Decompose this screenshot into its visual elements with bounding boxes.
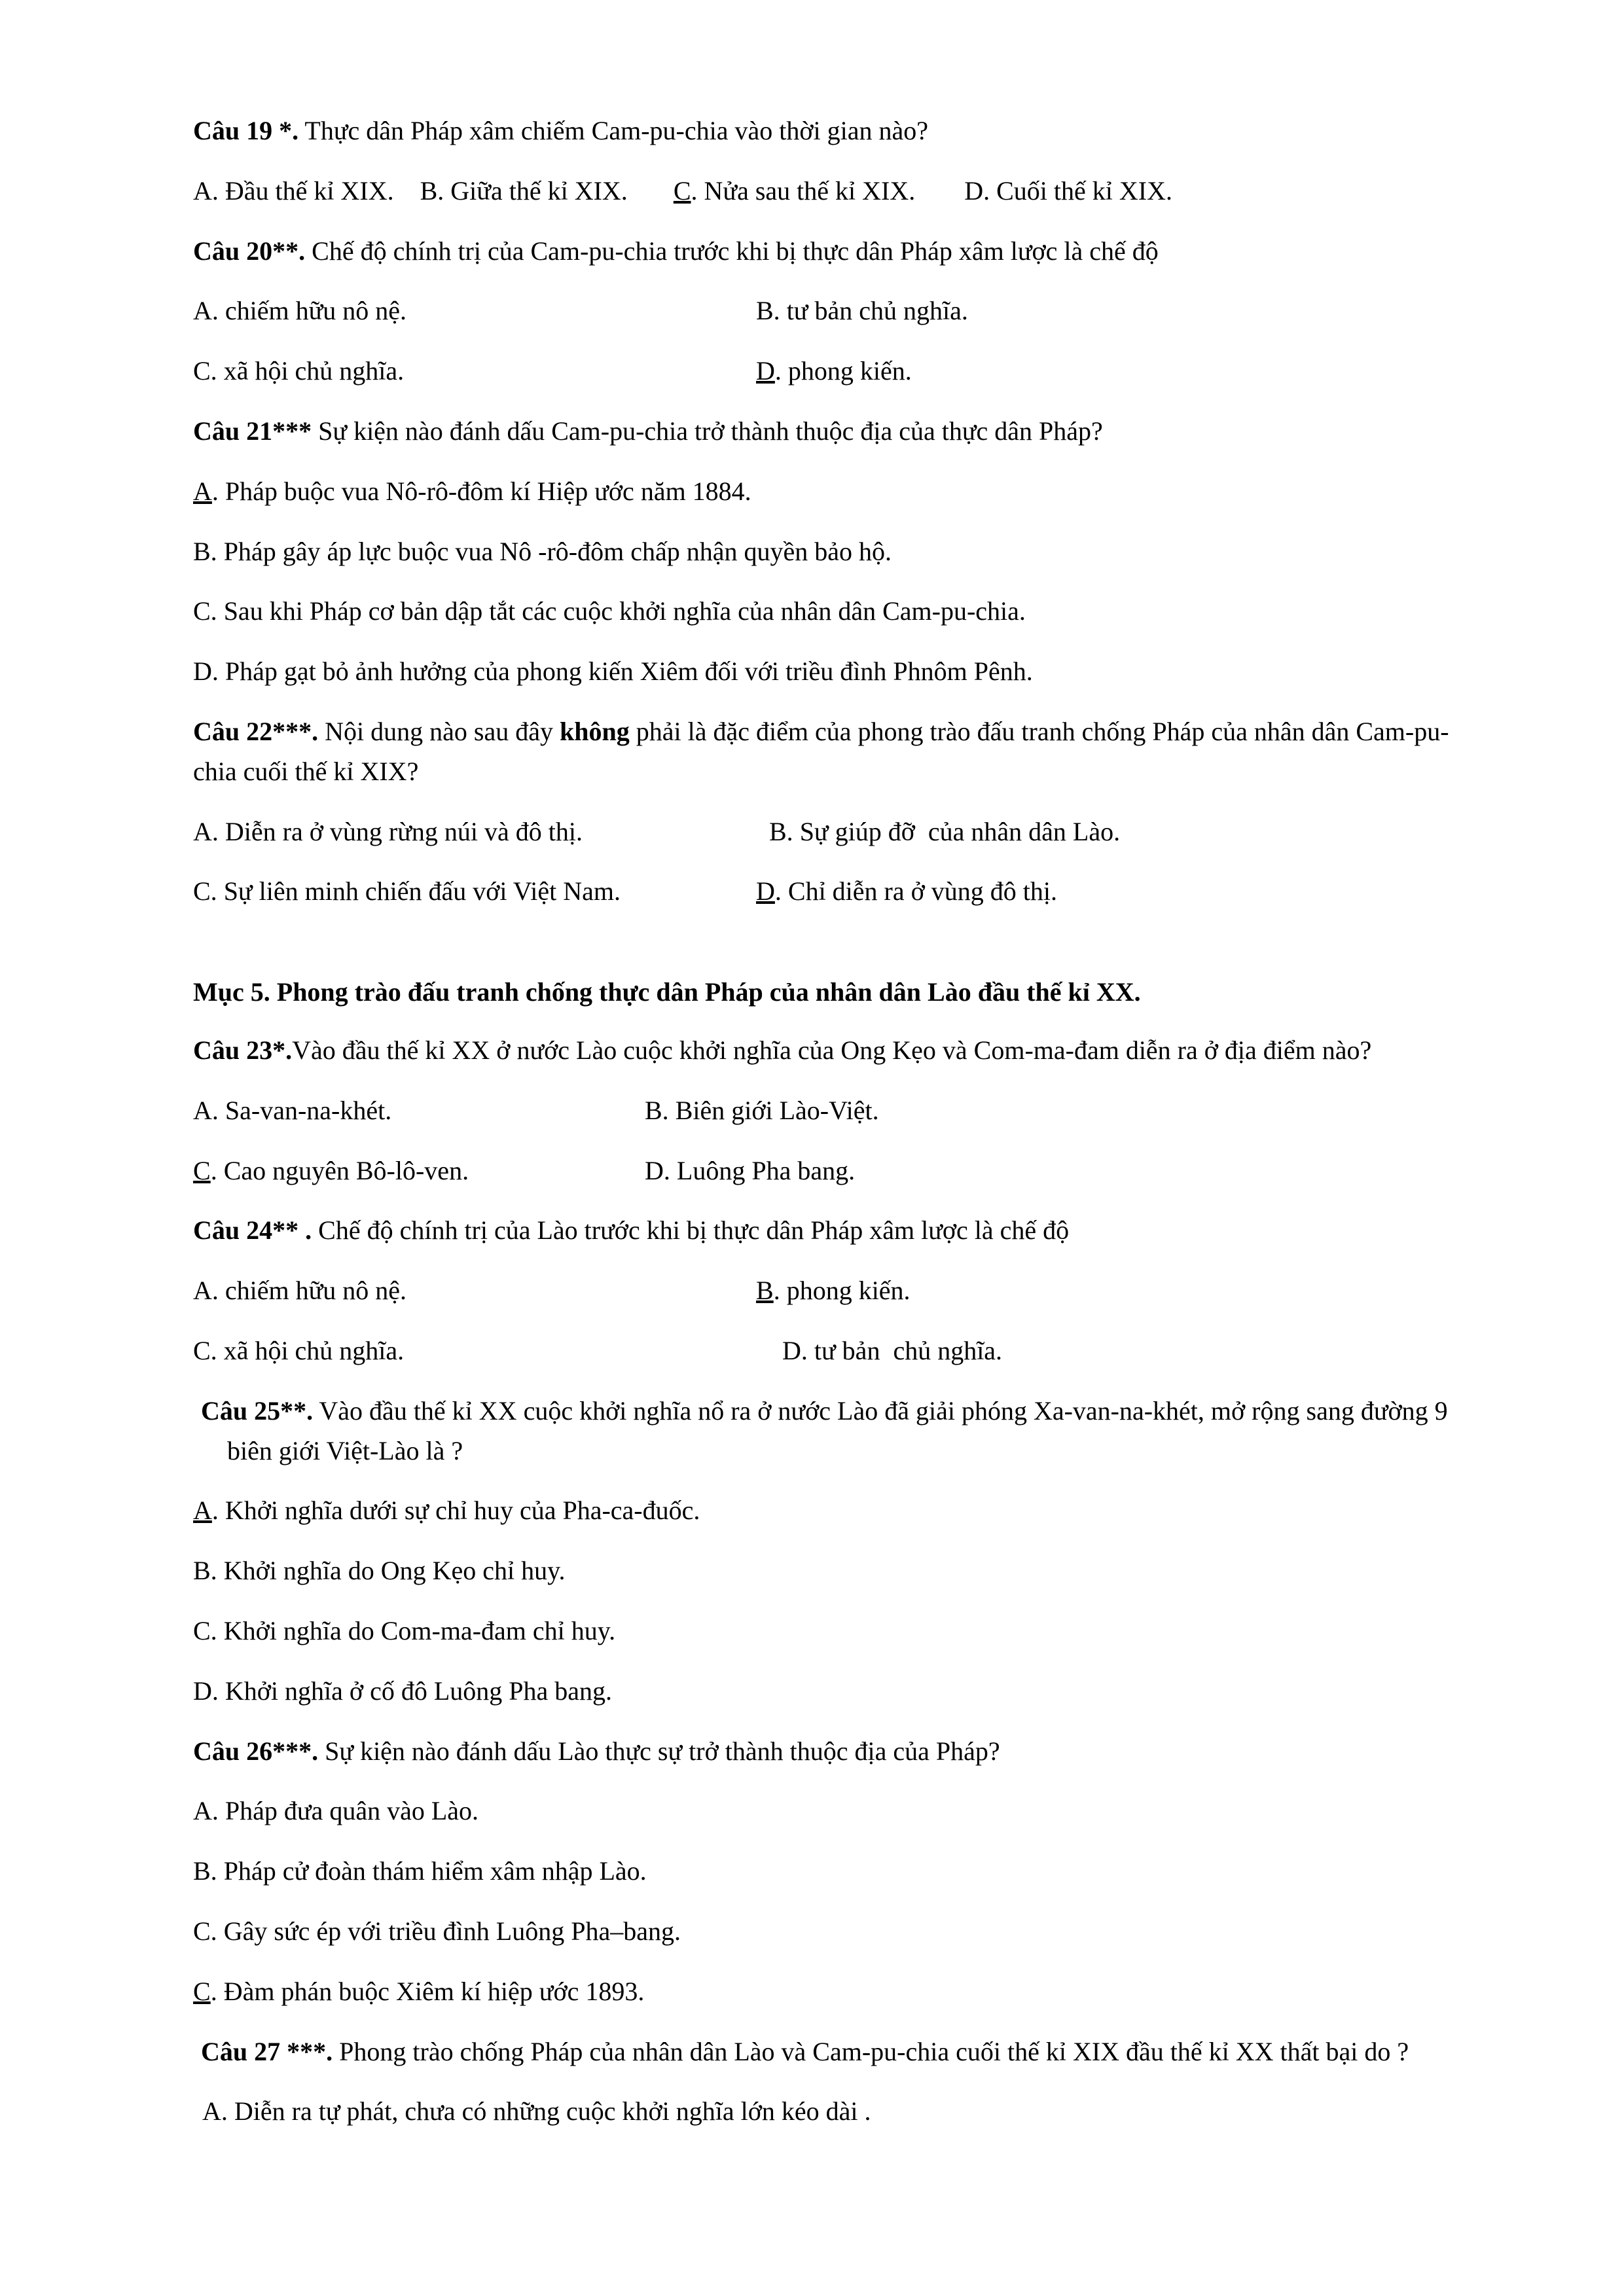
question-24-stem [193,1211,1454,1251]
question-22-text-post: phải là đặc điểm của phong trào đấu tranh chống Pháp của nhân dân Cam-pu-chia cuối thế kỉ XIX? [193,716,1449,786]
question-26 [193,1732,1454,2012]
question-24-option-row-2 [193,1331,1454,1371]
question-19 [193,111,1454,211]
option-23-b[interactable]: B. Biên giới Lào-Việt. [645,1095,879,1125]
option-22-d[interactable]: D. Chỉ diễn ra ở vùng đô thị. [756,876,1058,906]
option-19-c[interactable]: C. Nửa sau thế kỉ XIX. [673,175,916,206]
question-22-emphasis: không [559,716,630,746]
option-26-c[interactable]: C. Gây sức ép với triều đình Luông Pha–bang. [193,1916,681,1946]
question-20-option-row-1 [193,291,1454,331]
question-26-label: Câu 26***. [193,1736,319,1766]
question-21 [193,412,1454,692]
question-23-option-row-2 [193,1151,1454,1191]
question-24-label: Câu 24** . [193,1215,312,1246]
option-23-d[interactable]: D. Luông Pha bang. [645,1155,856,1185]
question-23-option-row-1 [193,1091,1454,1131]
question-27-label: Câu 27 ***. [201,2036,333,2066]
option-22-c[interactable]: C. Sự liên minh chiến đấu với Việt Nam. [193,876,621,906]
question-20-option-row-2 [193,351,1454,391]
question-21-stem [193,412,1454,452]
option-21-a[interactable]: A. Pháp buộc vua Nô-rô-đôm kí Hiệp ước năm 1884. [193,476,751,506]
question-20 [193,232,1454,391]
option-20-d[interactable]: D. phong kiến. [756,356,912,386]
option-25-b[interactable]: B. Khởi nghĩa do Ong Kẹo chỉ huy. [193,1556,566,1586]
question-20-text: Chế độ chính trị của Cam-pu-chia trước khi bị thực dân Pháp xâm lược là chế độ [305,236,1159,266]
question-20-stem [193,232,1454,272]
option-20-c[interactable]: C. xã hội chủ nghĩa. [193,356,405,386]
question-19-label: Câu 19 *. [193,116,299,145]
question-22 [193,712,1454,912]
question-19-stem [193,111,1454,151]
question-26-stem [193,1732,1454,1772]
option-23-a[interactable]: A. Sa-van-na-khét. [193,1095,392,1125]
question-22-stem [193,712,1454,792]
option-21-b[interactable]: B. Pháp gây áp lực buộc vua Nô -rô-đôm chấp nhận quyền bảo hộ. [193,536,892,566]
question-26-text: Sự kiện nào đánh dấu Lào thực sự trở thành thuộc địa của Pháp? [318,1736,1000,1766]
question-22-option-row-2 [193,872,1454,912]
option-25-d[interactable]: D. Khởi nghĩa ở cố đô Luông Pha bang. [193,1676,613,1706]
question-25-text: Vào đầu thế kỉ XX cuộc khởi nghĩa nổ ra ở nước Lào đã giải phóng Xa-van-na-khét, mở rộng sang đường 9 biên giới Việt-Lào là ? [227,1395,1448,1465]
option-22-b[interactable]: B. Sự giúp đỡ của nhân dân Lào. [769,816,1121,846]
option-22-a[interactable]: A. Diễn ra ở vùng rừng núi và đô thị. [193,816,583,846]
question-24-option-row-1 [193,1271,1454,1311]
option-25-c[interactable]: C. Khởi nghĩa do Com-ma-đam chỉ huy. [193,1615,616,1645]
option-24-c[interactable]: C. xã hội chủ nghĩa. [193,1335,405,1365]
question-24 [193,1211,1454,1371]
question-25 [193,1391,1454,1712]
option-24-d[interactable]: D. tư bản chủ nghĩa. [782,1335,1003,1365]
option-19-d[interactable]: D. Cuối thế kỉ XIX. [964,175,1172,206]
option-19-a[interactable]: A. Đầu thế kỉ XIX. [193,175,394,206]
section-spacer [193,932,1454,973]
question-23-label: Câu 23*. [193,1035,293,1065]
question-25-stem [193,1391,1454,1471]
option-27-a[interactable]: A. Diễn ra tự phát, chưa có những cuộc khởi nghĩa lớn kéo dài . [202,2096,871,2126]
option-24-a[interactable]: A. chiếm hữu nô nệ. [193,1276,407,1306]
question-24-text: Chế độ chính trị của Lào trước khi bị thực dân Pháp xâm lược là chế độ [312,1215,1070,1246]
option-26-b[interactable]: B. Pháp cử đoàn thám hiểm xâm nhập Lào. [193,1856,647,1886]
question-25-label: Câu 25**. [201,1395,314,1426]
option-25-a[interactable]: A. Khởi nghĩa dưới sự chỉ huy của Pha-ca-đuốc. [193,1496,700,1526]
option-26-d[interactable]: C. Đàm phán buộc Xiêm kí hiệp ước 1893. [193,1976,645,2006]
question-22-label: Câu 22***. [193,716,319,746]
question-27-stem [193,2032,1454,2072]
question-19-text: Thực dân Pháp xâm chiếm Cam-pu-chia vào thời gian nào? [298,116,928,145]
question-23-stem [193,1031,1454,1071]
option-24-b[interactable]: B. phong kiến. [756,1276,911,1306]
question-27-text: Phong trào chống Pháp của nhân dân Lào và Cam-pu-chia cuối thế kỉ XIX đầu thế kỉ XX thất bại do ? [333,2036,1409,2066]
question-21-label: Câu 21*** [193,416,312,446]
question-22-option-row-1 [193,812,1454,852]
option-21-c[interactable]: C. Sau khi Pháp cơ bản dập tắt các cuộc khởi nghĩa của nhân dân Cam-pu-chia. [193,596,1026,626]
option-20-a[interactable]: A. chiếm hữu nô nệ. [193,296,407,326]
section-heading: Mục 5. Phong trào đấu tranh chống thực dân Pháp của nhân dân Lào đầu thế kỉ XX. [193,977,1141,1007]
question-20-label: Câu 20**. [193,236,306,266]
option-26-a[interactable]: A. Pháp đưa quân vào Lào. [193,1796,479,1826]
question-23-text: Vào đầu thế kỉ XX ở nước Lào cuộc khởi nghĩa của Ong Kẹo và Com-ma-đam diễn ra ở địa điểm nào? [292,1035,1372,1065]
question-21-text: Sự kiện nào đánh dấu Cam-pu-chia trở thành thuộc địa của thực dân Pháp? [312,416,1103,446]
option-23-c[interactable]: C. Cao nguyên Bô-lô-ven. [193,1155,469,1185]
option-21-d[interactable]: D. Pháp gạt bỏ ảnh hưởng của phong kiến Xiêm đối với triều đình Phnôm Pênh. [193,656,1033,687]
option-20-b[interactable]: B. tư bản chủ nghĩa. [756,296,968,326]
question-23 [193,1031,1454,1191]
question-27 [193,2032,1454,2132]
question-22-text-pre: Nội dung nào sau đây [318,716,560,746]
document-body [193,111,1454,2132]
question-19-options [193,171,1454,211]
option-19-b[interactable]: B. Giữa thế kỉ XIX. [420,175,628,206]
